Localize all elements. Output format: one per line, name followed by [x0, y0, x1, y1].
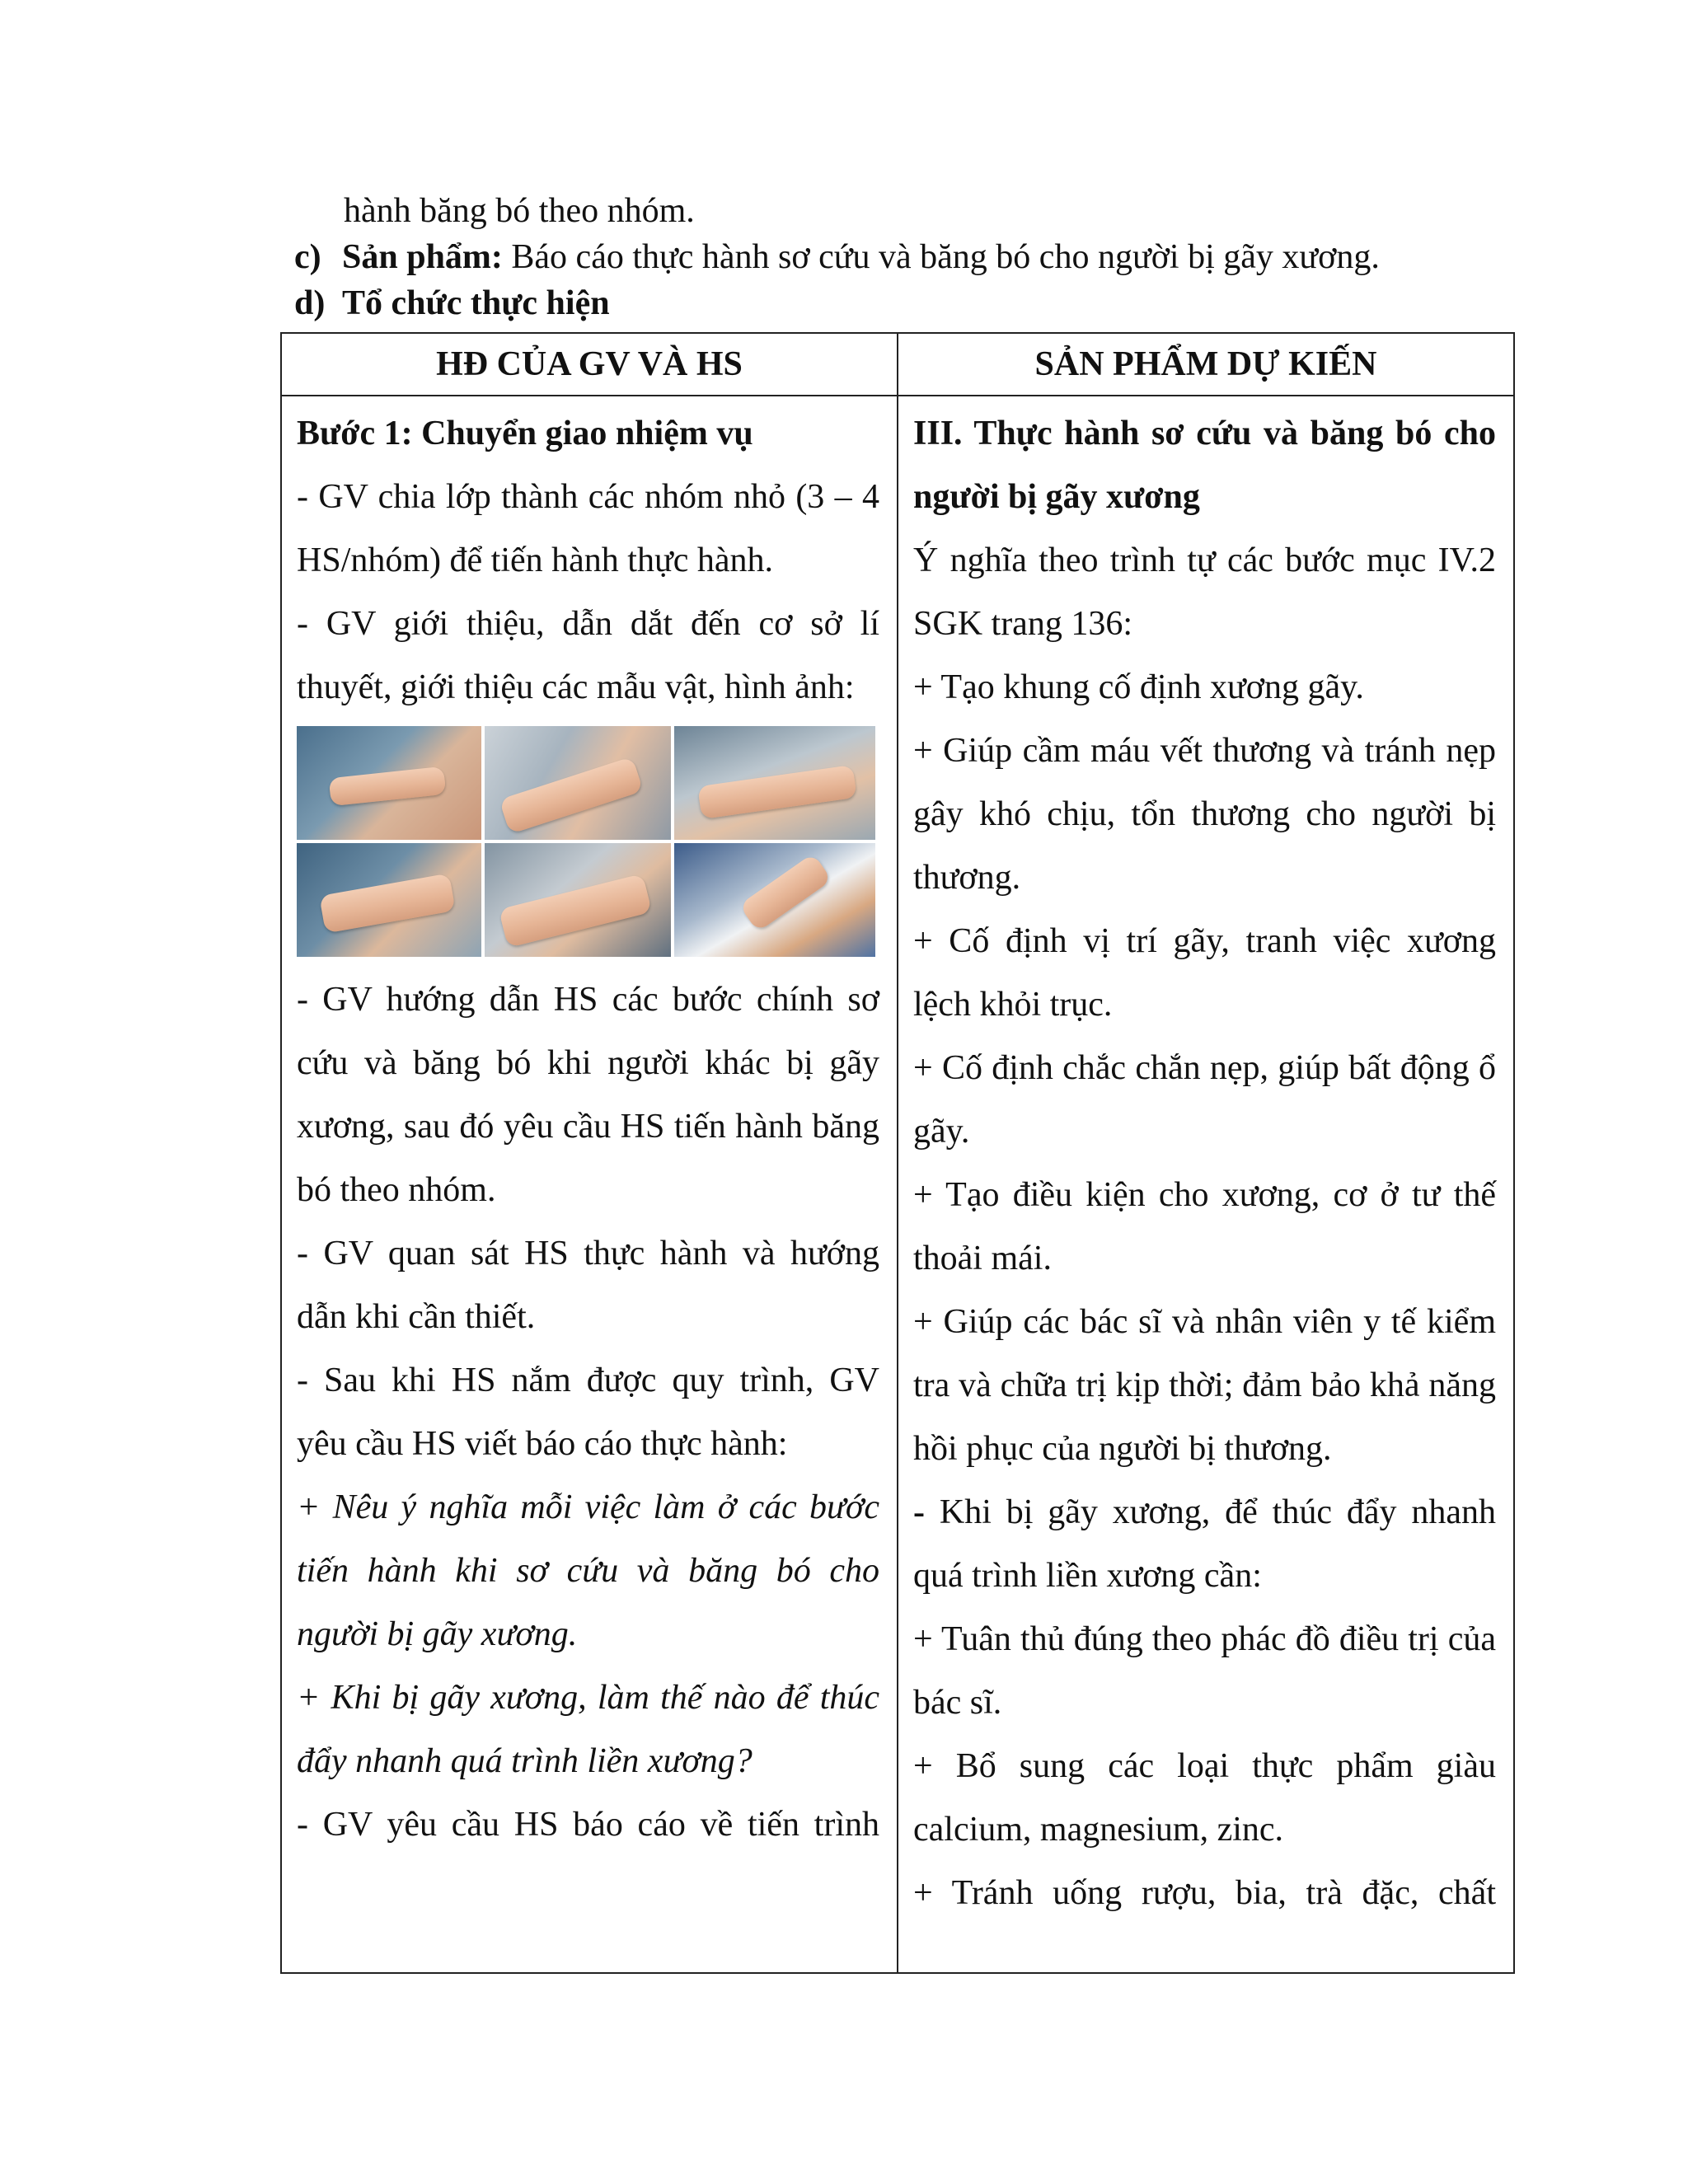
bandage-photo	[674, 726, 875, 840]
section-d	[294, 284, 610, 323]
left-question-2: + Khi bị gãy xương, làm thế nào để thúc đẩy nhanh quá trình liền xương?	[297, 1679, 879, 1780]
right-paragraph-10: + Bổ sung các loại thực phẩm giàu calcium, magnesium, zinc.	[913, 1747, 1496, 1849]
right-paragraph-8	[913, 1481, 1496, 1608]
right-column	[898, 396, 1514, 1973]
right-paragraph-11: + Tránh uống rượu, bia, trà đặc, chất	[913, 1874, 1496, 1912]
left-paragraph-1: - GV chia lớp thành các nhóm nhỏ (3 – 4 HS/nhóm) để tiến hành thực hành.	[297, 478, 879, 579]
right-paragraph-1: Ý nghĩa theo trình tự các bước mục IV.2 SGK trang 136:	[913, 541, 1496, 643]
bandage-photo	[297, 726, 481, 840]
right-paragraph-6: + Tạo điều kiện cho xương, cơ ở tư thế thoải mái.	[913, 1176, 1496, 1277]
step1-heading: Bước 1: Chuyển giao nhiệm vụ	[297, 415, 753, 452]
section-d-label: Tổ chức thực hiện	[342, 284, 610, 322]
left-question-1: + Nêu ý nghĩa mỗi việc làm ở các bước tiến hành khi sơ cứu và băng bó cho người bị gãy xương.	[297, 1488, 879, 1653]
dash-marker: -	[913, 1493, 925, 1531]
right-paragraph-2: + Tạo khung cố định xương gãy.	[913, 668, 1364, 706]
right-paragraph-4: + Cố định vị trí gãy, tranh việc xương lệch khỏi trục.	[913, 922, 1496, 1024]
table-body-row	[281, 396, 1514, 1973]
bandage-photo	[485, 726, 671, 840]
section-d-marker: d)	[294, 284, 326, 322]
right-paragraph-8-text: Khi bị gãy xương, để thúc đẩy nhanh quá trình liền xương cần:	[913, 1493, 1496, 1595]
bandage-photo	[674, 843, 875, 957]
table-header-row	[281, 333, 1514, 396]
left-paragraph-5: - Sau khi HS nắm được quy trình, GV yêu cầu HS viết báo cáo thực hành:	[297, 1361, 879, 1463]
left-paragraph-4: - GV quan sát HS thực hành và hướng dẫn khi cần thiết.	[297, 1235, 879, 1336]
bandage-photo	[485, 843, 671, 957]
intro-continuation: hành băng bó theo nhóm.	[344, 192, 695, 230]
section-c-text: Báo cáo thực hành sơ cứu và băng bó cho người bị gãy xương.	[502, 238, 1380, 276]
left-paragraph-3: - GV hướng dẫn HS các bước chính sơ cứu và băng bó khi người khác bị gãy xương, sau đó yêu cầu HS tiến hành băng bó theo nhóm.	[297, 981, 879, 1209]
left-paragraph-6: - GV yêu cầu HS báo cáo về tiến trình	[297, 1806, 879, 1844]
activity-table	[280, 332, 1515, 1974]
left-paragraph-2: - GV giới thiệu, dẫn dắt đến cơ sở lí thuyết, giới thiệu các mẫu vật, hình ảnh:	[297, 605, 879, 706]
right-paragraph-7: + Giúp các bác sĩ và nhân viên y tế kiểm tra và chữa trị kịp thời; đảm bảo khả năng hồi phục của người bị thương.	[913, 1303, 1496, 1468]
header-expected-products: SẢN PHẨM DỰ KIẾN	[898, 333, 1514, 396]
bandage-photo	[297, 843, 481, 957]
header-activities: HĐ CỦA GV VÀ HS	[281, 333, 898, 396]
right-paragraph-9: + Tuân thủ đúng theo phác đồ điều trị của bác sĩ.	[913, 1620, 1496, 1722]
bandaging-photos	[297, 726, 875, 957]
section-iii-title: III. Thực hành sơ cứu và băng bó cho người bị gãy xương	[913, 415, 1496, 516]
section-c	[294, 237, 1380, 277]
right-paragraph-3: + Giúp cầm máu vết thương và tránh nẹp gây khó chịu, tổn thương cho người bị thương.	[913, 732, 1496, 897]
section-c-marker: c)	[294, 238, 321, 276]
section-c-label: Sản phẩm:	[342, 238, 503, 276]
left-column	[281, 396, 898, 1973]
right-paragraph-5: + Cố định chắc chắn nẹp, giúp bất động ổ gãy.	[913, 1049, 1496, 1151]
